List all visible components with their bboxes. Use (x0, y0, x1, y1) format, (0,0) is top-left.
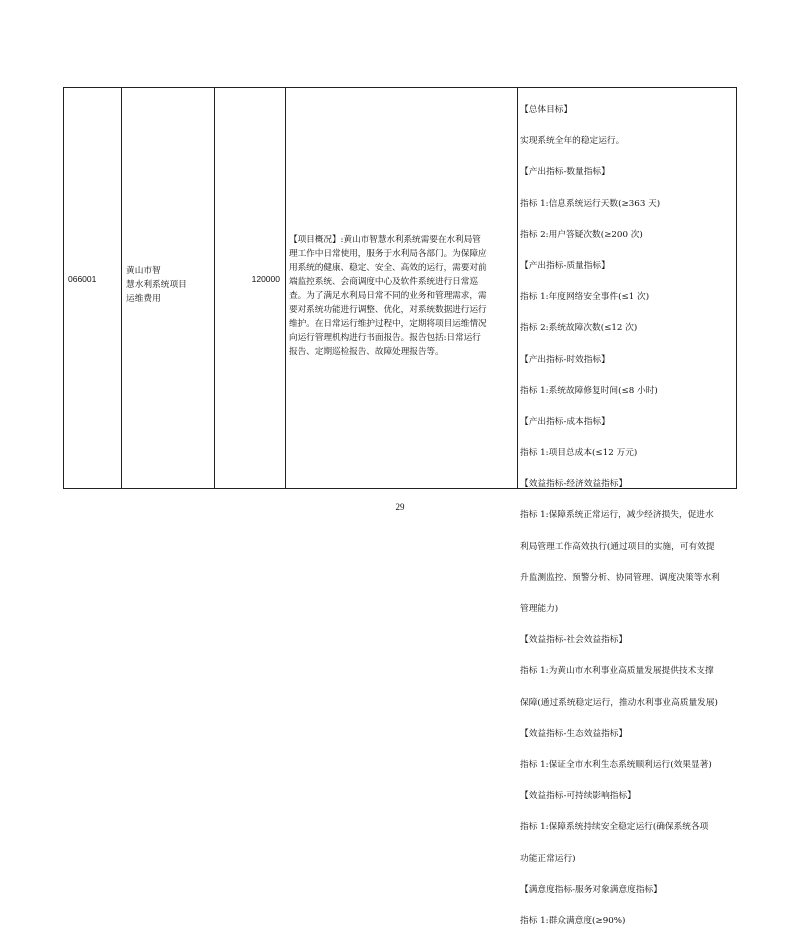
target-line: 【效益指标-社会效益指标】 (520, 635, 628, 646)
target-line: 指标 2:用户答疑次数(≥200 次) (520, 229, 643, 240)
target-line: 利局管理工作高效执行(通过项目的实施，可有效提 (520, 541, 715, 552)
target-line: 指标 1:为黄山市水利事业高质量发展提供技术支撑 (520, 666, 714, 677)
target-line: 【效益指标-可持续影响指标】 (520, 791, 636, 802)
target-line: 指标 1:保障系统正常运行，减少经济损失，促进水 (520, 510, 714, 521)
project-amount: 120000 (251, 274, 280, 284)
target-line: 【产出指标-质量指标】 (520, 260, 610, 271)
target-line: 【产出指标-数量指标】 (520, 167, 610, 178)
project-summary: 【项目概况】:黄山市智慧水利系统需要在水利局管 理工作中日常使用，服务于水利局各部门。为保障应 用系统的健康、稳定、安全、高效的运行，需要对前 端监控系统、会商调度中心及软件系统进行日常巡 查。为了满足水利局日常不同的业务和管理需求，需 要对系统功能进行调整、优化，对系统数据进行运行 维护。在日常运行维护过程中，定期将项目运维情况 向运行管理机构进行书面报告。报告包括:日常运行 报告、定期巡检报告、故障处理报告等。 (289, 235, 487, 357)
target-line: 【效益指标-经济效益指标】 (520, 479, 628, 490)
column-divider (285, 88, 286, 488)
column-divider (517, 88, 518, 488)
target-line: 指标 1:年度网络安全事件(≤1 次) (520, 292, 650, 303)
target-line: 【产出指标-时效指标】 (520, 354, 610, 365)
target-line: 指标 1:项目总成本(≤12 万元) (520, 448, 638, 459)
target-line: 管理能力) (520, 604, 559, 614)
target-line: 【总体目标】 (520, 105, 573, 115)
target-line: 指标 1:保证全市水利生态系统顺利运行(效果显著) (520, 759, 712, 770)
target-line: 指标 1:群众满意度(≥90%) (520, 915, 626, 926)
target-line: 功能正常运行) (520, 853, 576, 864)
target-line: 指标 1:保障系统持续安全稳定运行(确保系统各项 (520, 822, 709, 833)
column-divider (121, 88, 122, 488)
target-line: 【满意度指标-服务对象满意度指标】 (520, 884, 662, 895)
target-line: 指标 2:系统故障次数(≤12 次) (520, 323, 638, 334)
column-divider (214, 88, 215, 488)
target-line: 指标 1:信息系统运行天数(≥363 天) (520, 198, 661, 209)
target-line: 【产出指标-成本指标】 (520, 416, 610, 427)
page-number: 29 (395, 502, 405, 512)
project-name: 黄山市智 慧水利系统项目 运维费用 (126, 266, 187, 304)
target-line: 实现系统全年的稳定运行。 (520, 136, 625, 147)
target-line: 保障(通过系统稳定运行，推动水利事业高质量发展) (520, 697, 718, 708)
performance-targets (520, 88, 738, 944)
target-line: 【效益指标-生态效益指标】 (520, 728, 628, 739)
target-line: 升监测监控、预警分析、协同管理、调度决策等水利 (520, 572, 720, 583)
target-line: 指标 1:系统故障修复时间(≤8 小时) (520, 385, 658, 396)
project-code: 066001 (68, 274, 97, 284)
